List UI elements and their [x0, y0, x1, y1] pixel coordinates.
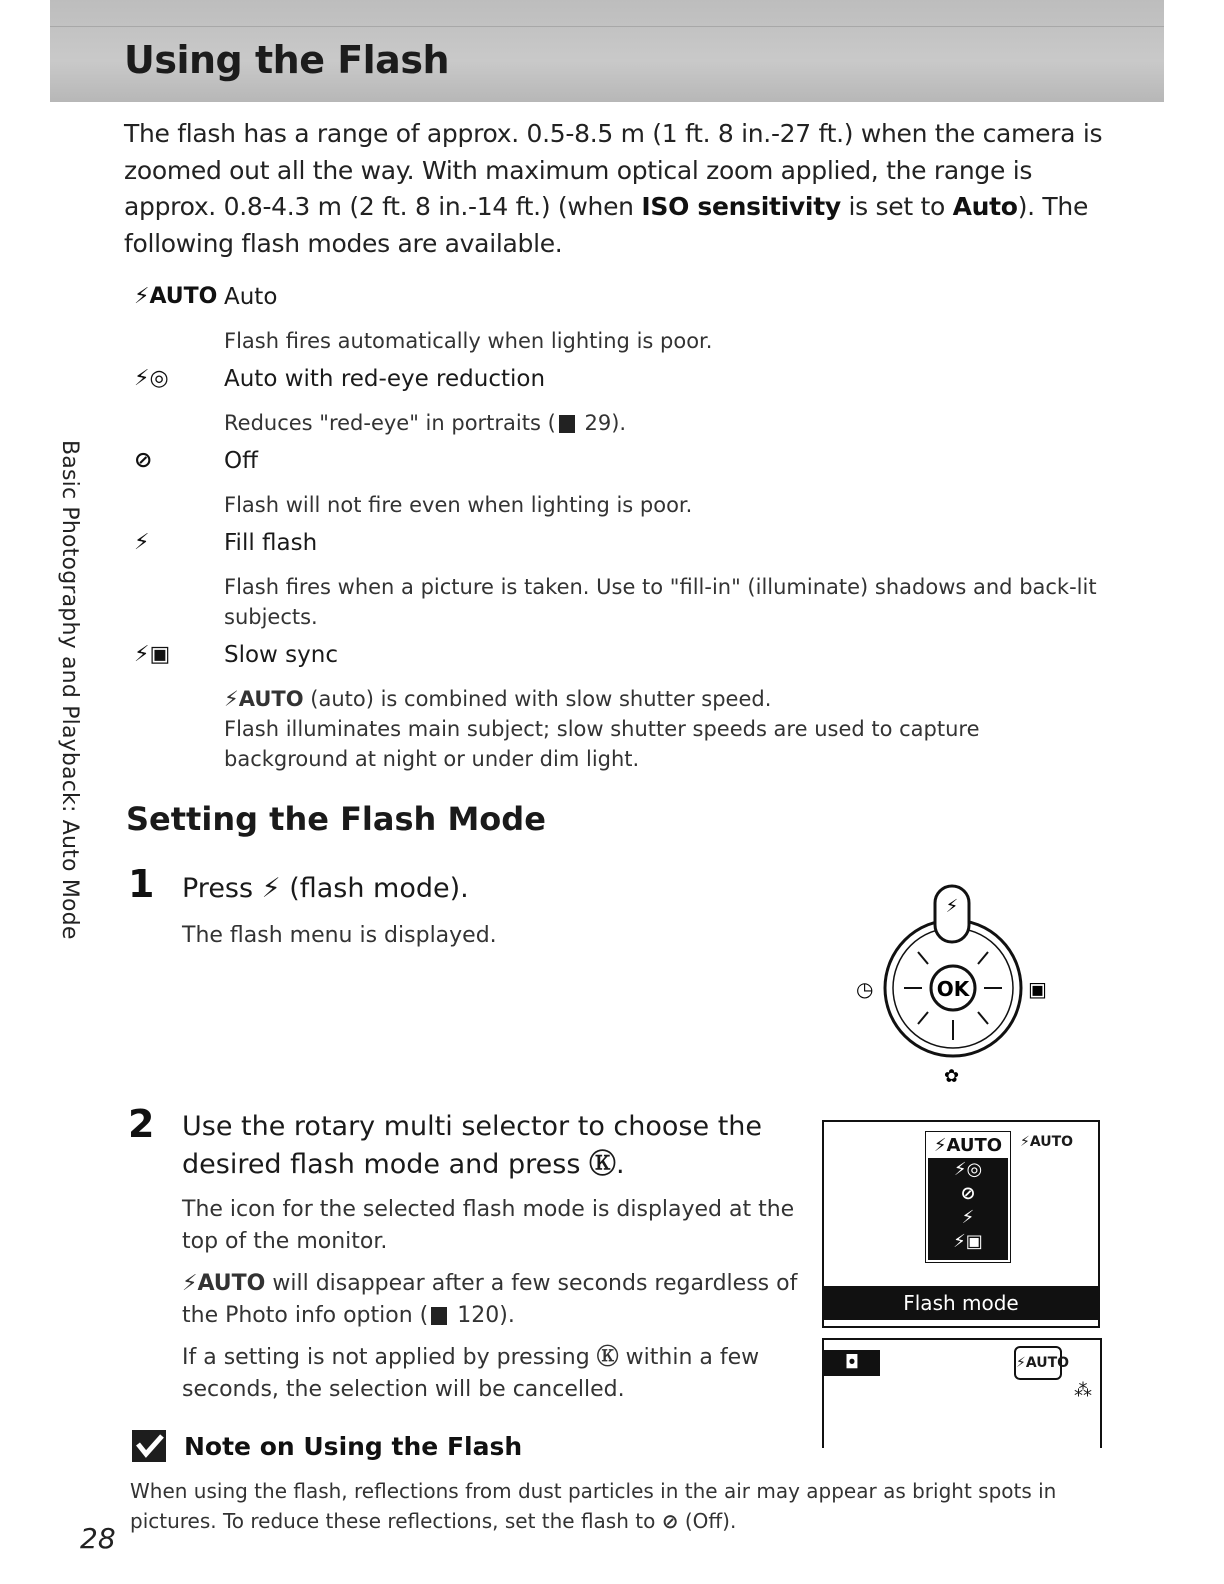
- mode-desc-text: Flash illuminates main subject; slow shutter speeds are used to capture background at night or under dim light.: [224, 717, 980, 771]
- flash-slow-sync-icon: ⚡▣: [134, 642, 171, 667]
- flash-icon: ⚡: [261, 873, 281, 904]
- ok-icon: Ⓚ: [596, 1345, 619, 1370]
- flash-off-icon: ⊘: [661, 1509, 679, 1533]
- flash-menu-screen: [822, 1120, 1100, 1328]
- note-check-icon: [132, 1430, 166, 1462]
- step-body-text: The icon for the selected flash mode is displayed at the top of the monitor.: [182, 1197, 795, 1254]
- step-body: [182, 1194, 802, 1416]
- mode-label-off: Off: [224, 448, 258, 474]
- self-timer-icon: ◷: [856, 977, 874, 1001]
- note-title: Note on Using the Flash: [184, 1432, 523, 1461]
- step-body-text: within a few seconds, the selection will be cancelled.: [182, 1345, 760, 1402]
- scene-icon: ⁂: [1074, 1380, 1092, 1401]
- mode-label-red-eye: Auto with red-eye reduction: [224, 366, 546, 392]
- menu-title-bar: Flash mode: [824, 1286, 1098, 1320]
- monitor-screen: [822, 1338, 1102, 1448]
- mode-desc-red-eye: [224, 408, 1104, 438]
- step-title-text: .: [615, 1149, 625, 1180]
- menu-item-flash-auto[interactable]: ⚡AUTO: [928, 1134, 1008, 1158]
- step-title: [182, 870, 469, 908]
- flash-auto-indicator-icon: ⚡AUTO: [1020, 1134, 1074, 1150]
- note-body: When using the flash, reflections from dust particles in the air may appear as bright spots in pictures. To reduce these reflections, set the flash to: [130, 1479, 1057, 1533]
- flash-off-icon: ⊘: [134, 448, 153, 473]
- intro-text: The flash has a range of approx. 0.5-8.5 m (1 ft. 8 in.-27 ft.) when the camera is zoomed out all the way. With maximum optical zoom applied, the range is approx. 0.8-4.3 m (2 ft. 8 in.-14 ft.) (when: [124, 119, 1103, 221]
- mode-desc-text: Flash fires automatically when lighting is poor.: [224, 329, 713, 353]
- flash-mode-indicator-icon: ⚡AUTO: [1014, 1346, 1062, 1380]
- menu-item-red-eye[interactable]: ⚡◎: [953, 1159, 983, 1180]
- note-body: (Off).: [678, 1509, 737, 1533]
- flash-mode-menu: [926, 1132, 1010, 1262]
- page-reference-icon: [431, 1307, 447, 1325]
- flash-red-eye-icon: ⚡◎: [134, 366, 169, 391]
- mode-desc-text: Flash fires when a picture is taken. Use to "fill-in" (illuminate) shadows and back-lit subjects.: [224, 575, 1097, 629]
- ok-label: OK: [936, 977, 970, 1001]
- menu-item-slow-sync[interactable]: ⚡▣: [953, 1231, 983, 1252]
- step-body-text: will disappear after a few seconds regardless of the Photo info option (: [182, 1271, 798, 1328]
- flash-auto-icon: ⚡AUTO: [134, 284, 218, 309]
- page-reference-icon: [559, 415, 575, 433]
- step-title: [182, 1108, 782, 1184]
- step-title-text: Press: [182, 873, 262, 904]
- mode-desc-text: 29).: [577, 411, 627, 435]
- menu-item-off[interactable]: ⊘: [960, 1183, 976, 1204]
- flash-auto-icon: ⚡AUTO: [182, 1271, 266, 1296]
- section-title: Setting the Flash Mode: [126, 800, 546, 838]
- flash-fill-icon: ⚡: [134, 530, 150, 555]
- iso-sensitivity-term: ISO sensitivity: [641, 192, 841, 221]
- step-body-text: 120).: [450, 1303, 515, 1328]
- intro-text: ). The following flash modes are available.: [124, 192, 1089, 258]
- mode-desc-fill: [224, 572, 1104, 632]
- mode-desc-slow-sync: [224, 684, 1104, 774]
- flash-auto-icon: ⚡AUTO: [224, 687, 304, 711]
- mode-label-slow-sync: Slow sync: [224, 642, 339, 668]
- macro-icon: ✿: [944, 1066, 960, 1087]
- step-number: 1: [128, 862, 155, 906]
- page-number: 28: [80, 1522, 116, 1555]
- note-text: [130, 1476, 1130, 1536]
- mode-desc-auto: [224, 326, 1104, 356]
- page-title: Using the Flash: [124, 38, 449, 82]
- ok-icon: Ⓚ: [588, 1149, 616, 1180]
- check-mark-icon: [132, 1430, 166, 1462]
- mode-desc-text: Reduces "red-eye" in portraits (: [224, 411, 556, 435]
- mode-desc-text: Flash will not fire even when lighting is poor.: [224, 493, 693, 517]
- step-number: 2: [128, 1102, 155, 1146]
- mode-desc-off: [224, 490, 1104, 520]
- flash-icon: ⚡: [945, 896, 959, 917]
- intro-text: is set to: [840, 192, 953, 221]
- menu-item-fill[interactable]: ⚡: [961, 1207, 975, 1228]
- step-title-text: Use the rotary multi selector to choose the desired flash mode and press: [182, 1111, 762, 1180]
- step-body-text: The flash menu is displayed.: [182, 923, 497, 948]
- exposure-compensation-icon: ▣: [1028, 977, 1047, 1001]
- step-body: [182, 920, 802, 962]
- multi-selector-illustration: [848, 880, 1058, 1090]
- auto-term: Auto: [952, 192, 1018, 221]
- sidebar-section-label: Basic Photography and Playback: Auto Mode: [57, 440, 82, 940]
- mode-label-fill: Fill flash: [224, 530, 318, 556]
- step-title-text: (flash mode).: [280, 873, 469, 904]
- intro-paragraph: [124, 116, 1114, 262]
- mode-desc-text: (auto) is combined with slow shutter speed.: [303, 687, 772, 711]
- step-body-text: If a setting is not applied by pressing: [182, 1345, 597, 1370]
- mode-label-auto: Auto: [224, 284, 278, 310]
- camera-mode-icon: ◘: [824, 1350, 880, 1376]
